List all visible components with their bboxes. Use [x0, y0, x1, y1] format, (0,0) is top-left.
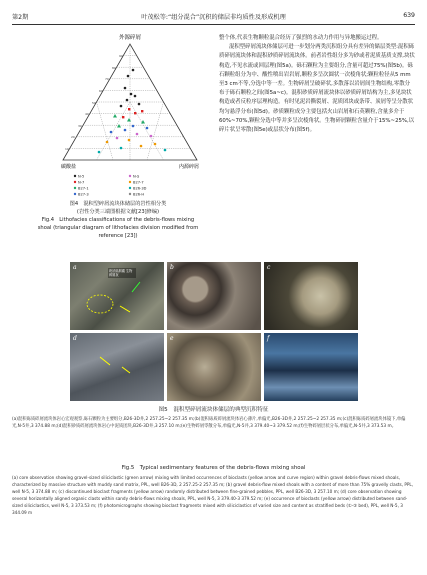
caption-en-line: reference [23]) [98, 233, 138, 239]
photo-label: e [170, 335, 174, 342]
figure5-caption: 图5 混积型碎屑流块体储层的典型沉积特征 [158, 407, 269, 413]
legend-item: B27-3 [78, 192, 89, 197]
figure5-description-en: (a) core observation showing gravel-sized siliciclastic (green arrow) mixing with limited occurrences of bioclasts (yellow arrow and curve region) within gravel debris-flows mixed shoals, characterized by massive structure with muddy sand matrix, PPL, well B26-3D, 2 257.25-2 257.35 m; (b) gravel debris-flow mixed shoals with a content of more than 75% gravelly clasts, PPL, well N-5, 3 374.88 m; (c) discontinued bioclast fragments (yellow arrow) randomly distributed between fine-grained pebbles, PPL, well B26-3D, 3 257.10 m; (d) core observation showing several horizontally aligned organic clasts within sandy debris-flows mixing shoals, PPL, well N-5, 3 379.40-3 379.52 m; (e) occurrence of bioclasts (yellow arrow) distributed between sand-sized siliciclastics, well N-5, 3 373.53 m; (f) photomicrographs showing bioclast fragments mixed with siliciclastics of varied size and content as stratified beds (①-③ bed), PPL, well N-5, 3 344.09 m [12, 475, 414, 515]
caption-en-line: shoal (triangular diagram of lithofacies division modified from [37, 225, 199, 231]
legend-item: N-7 [78, 180, 85, 185]
svg-text:70: 70 [105, 77, 109, 81]
legend-item: B27-1 [78, 186, 89, 191]
photo-label: d [73, 335, 77, 342]
yellow-arrow-icon [70, 262, 164, 330]
legend [74, 174, 147, 196]
legend-item: B26-H [133, 192, 145, 197]
photo-e [167, 333, 261, 401]
svg-text:10: 10 [65, 147, 69, 151]
svg-text:90: 90 [119, 54, 123, 58]
body-text [219, 34, 415, 135]
photo-f [264, 333, 358, 401]
svg-text:80: 80 [112, 66, 116, 70]
issue-number: 第2期 [12, 14, 29, 21]
photo-inset-text: 块状砾屑碳 生物碎屑灰 [108, 268, 136, 278]
figure5-description-cn: (a)混积砾质碎屑流块体岩心宏观观察,砾石颗粒为主要组分,B26-3D井,2 257.25~2 257.35 m;(b)混积砾质碎屑流块体岩心薄片,单偏光,B26-3D井,2 257.25~2 257.35 m;(c)混积砾质碎屑流块体镜下,单偏光,N-5井,3 374.88 m;(d)混积砂质碎屑流块体岩心中泥质团块,B26-3D井,3 257.10 m;(e)生物碎屑零散分布,单偏光,N-5井,3 379.40~3 379.52 m;(f)生物碎屑层状分布,单偏光,N-5井,3 373.53 m。 [12, 417, 406, 430]
photo-d [70, 333, 164, 401]
legend-item: B26-3D [133, 186, 147, 191]
legend-item: N-5 [78, 174, 85, 179]
photo-b [167, 262, 261, 330]
svg-text:20: 20 [71, 135, 75, 139]
figure4-caption [18, 200, 218, 240]
photo-c [264, 262, 358, 330]
page-number: 639 [403, 12, 415, 19]
legend-item: B27-7 [133, 180, 144, 185]
photo-a [70, 262, 164, 330]
page-header [12, 12, 415, 24]
photo-label: c [267, 264, 271, 271]
running-title: 叶茂松等:“组分混合”沉积的储层非均质性及形成机理 [141, 14, 286, 21]
right-corner-label: 内源碎屑 [178, 164, 199, 170]
header-rule [12, 24, 415, 25]
ternary-grid [70, 44, 191, 160]
figure5-title-en: Fig.5 Typical sedimentary features of the debris-flows mixing shoal [121, 465, 306, 471]
svg-text:50: 50 [92, 101, 96, 105]
svg-text:60: 60 [99, 89, 103, 93]
yellow-arrow-icon [70, 333, 164, 401]
caption-cn-line: (岩性分类三端图根据文献[23]修编) [76, 209, 160, 215]
photo-grid [70, 262, 359, 402]
photo-label: b [170, 264, 174, 271]
apex-label: 外源碎屑 [118, 35, 142, 41]
svg-text:30: 30 [78, 124, 82, 128]
left-corner-label: 碳酸盐 [61, 164, 77, 170]
photo-label: f [267, 335, 270, 342]
caption-en-line: Fig.4 Lithofacies classifications of the debris-flows mixing [41, 217, 195, 223]
tick-labels [65, 54, 123, 151]
svg-text:40: 40 [85, 112, 89, 116]
paragraph: 整个体,代表生物颗粒混合经历了强烈的水动力作用与异地搬运过程。 [219, 35, 383, 41]
photo-label: a [73, 264, 77, 271]
paragraph: 混积型碎屑流块体储层可进一步划分两类沉积组分具有差异的储层类型:混积砾质碎屑流块体和混积砂质碎屑流块体。前者岩性组分多为砂或者泥质基质支撑,块状构造,不见水流或回层理(图5a)。砾石颗粒为主要组分,含量可超过75%(图5b)。砾石颗粒组分为中、酸性喷出岩岩屑,颗粒多呈次圆状一次棱角状;颗粒粒径从5 mm至3 cm不等,分选中等一差。生物碎屑呈破碎状,多散落以岩屑间生物结构,零散分布于砾石颗粒之间(图5a~c)。混积砂质碎屑流块体以砂质碎屑结构为主,多见块状构造或者反粒序层理构造。有时见泥岩撕裂屑、泥质团块或条带、炭屑等呈分散状均匀悬浮分布(图5d)。砂质颗粒成分主要包括火山岩屑和石英颗粒,含量多介于60%~70%,颗粒分选中等并多呈次棱角状。生物碎屑颗粒含量介于15%~25%,以碎片状呈零散(图5e)或层状分布(图5f)。 [219, 44, 415, 134]
legend-item: N-S [133, 174, 140, 179]
ternary-diagram [55, 30, 205, 198]
caption-cn-line: 图4 混积型碎屑流块体储层的岩性相分类 [69, 201, 167, 207]
